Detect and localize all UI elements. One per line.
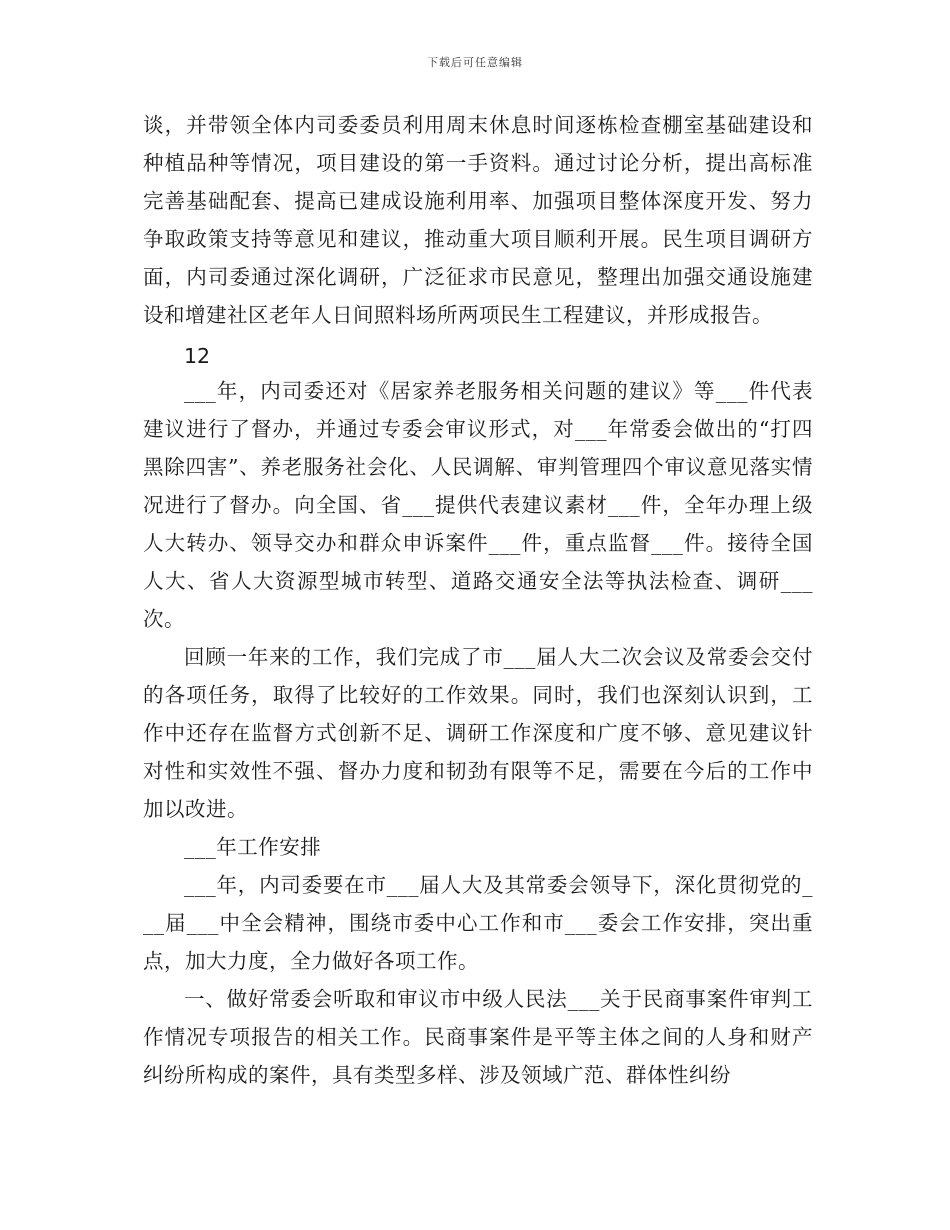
paragraph-review: 回顾一年来的工作，我们完成了市___届人大二次会议及常委会交付的各项任务，取得了比较好的工作效果。同时，我们也深刻认识到，工作中还存在监督方式创新不足、调研工作深度和广度不够、意见建议针对性和实效性不强、督办力度和韧劲有限等不足，需要在今后的工作中加以改进。 bbox=[143, 645, 813, 821]
paragraph-plan-intro: ___年，内司委要在市___届人大及其常委会领导下，深化贯彻党的___届___中全会精神，围绕市委中心工作和市___委会工作安排，突出重点，加大力度，全力做好各项工作。 bbox=[143, 873, 813, 973]
paragraph-item-one: 一、做好常委会听取和审议市中级人民法___关于民商事案件审判工作情况专项报告的相关工作。民商事案件是平等主体之间的人身和财产纠纷所构成的案件，具有类型多样、涉及领域广范、群体性纠纷 bbox=[143, 987, 813, 1087]
document-body bbox=[143, 106, 813, 1094]
page-number-marker: 12 bbox=[184, 344, 211, 368]
page-header-note: 下载后可任意编辑 bbox=[427, 56, 523, 69]
paragraph-continuation: 谈，并带领全体内司委委员利用周末休息时间逐栋检查棚室基础建设和种植品种等情况，项目建设的第一手资料。通过讨论分析，提出高标准完善基础配套、提高已建成设施利用率、加强项目整体深度开发、努力争取政策支持等意见和建议，推动重大项目顺利开展。民生项目调研方面，内司委通过深化调研，广泛征求市民意见，整理出加强交通设施建设和增建社区老年人日间照料场所两项民生工程建议，并形成报告。 bbox=[143, 113, 813, 327]
section-heading-work-plan: ___年工作安排 bbox=[184, 835, 322, 859]
paragraph-supervision: ___年，内司委还对《居家养老服务相关问题的建议》等___件代表建议进行了督办，并通过专委会审议形式，对___年常委会做出的“打四黑除四害”、养老服务社会化、人民调解、审判管理四个审议意见落实情况进行了督办。向全国、省___提供代表建议素材___件，全年办理上级人大转办、领导交办和群众申诉案件___件，重点监督___件。接待全国人大、省人大资源型城市转型、道路交通安全法等执法检查、调研___次。 bbox=[143, 379, 813, 631]
